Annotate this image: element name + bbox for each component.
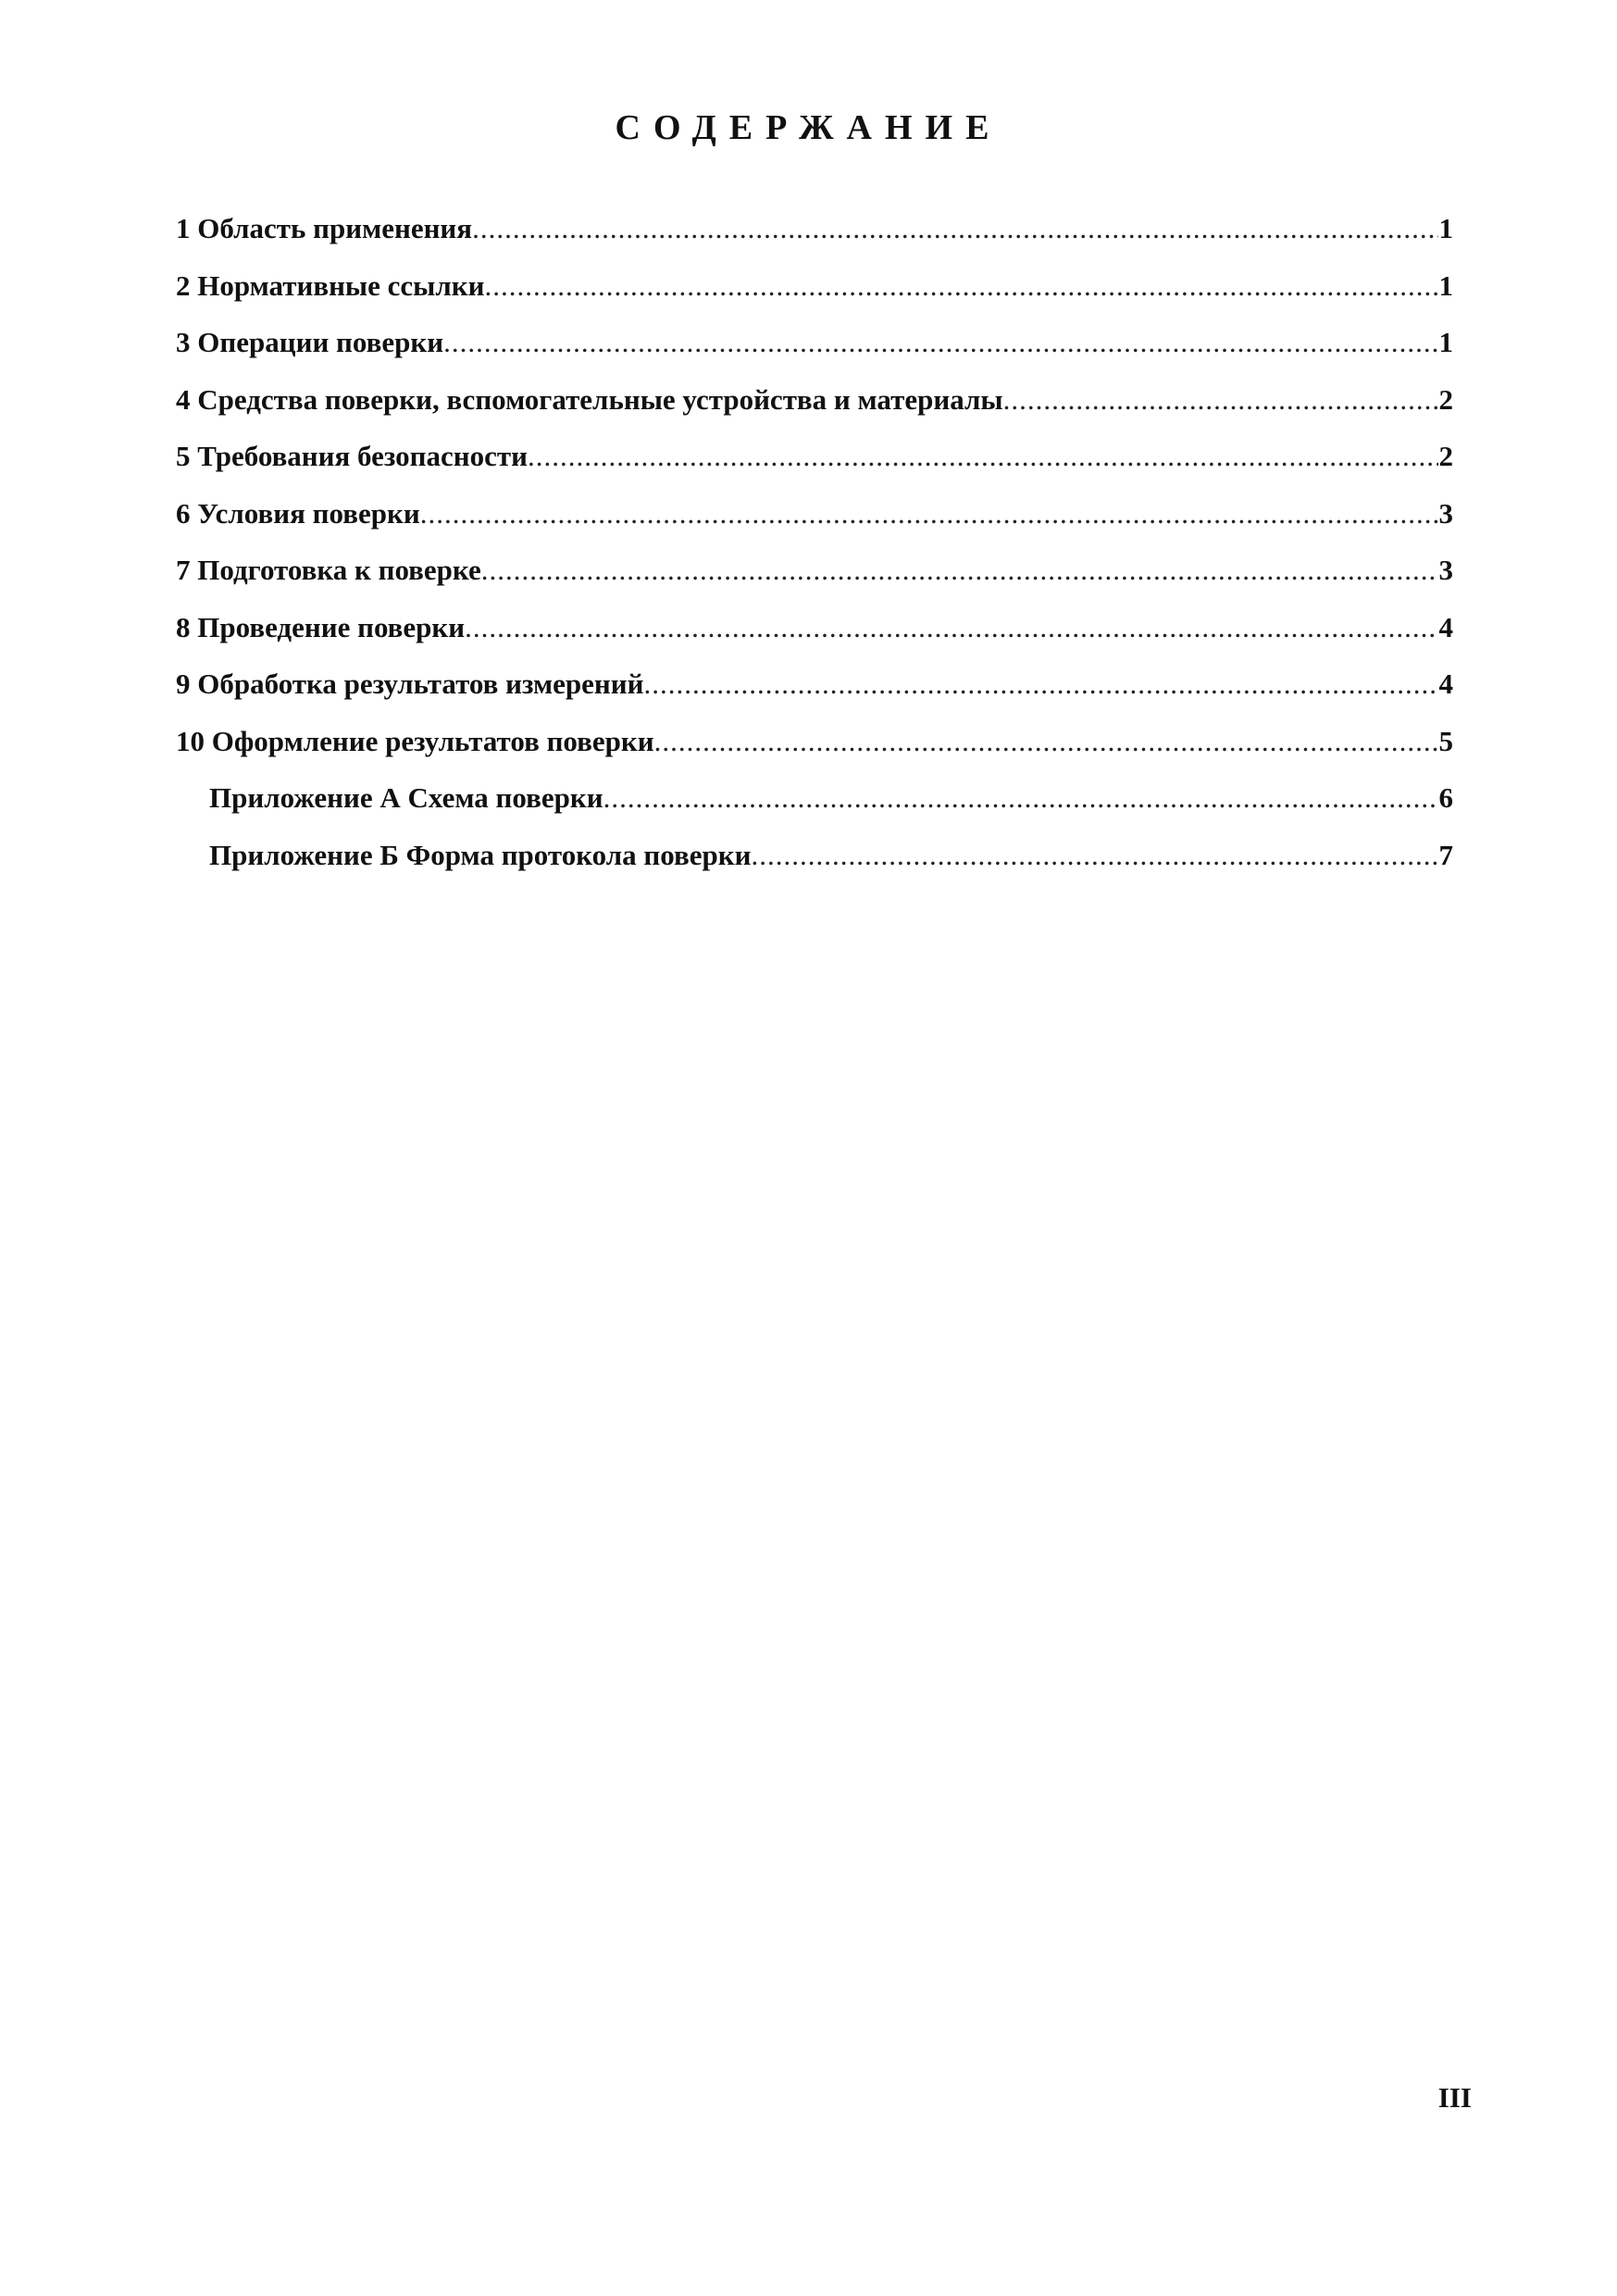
toc-entry-page: 1: [1438, 326, 1453, 358]
toc-entry-label: 2 Нормативные ссылки: [176, 268, 485, 302]
toc-entry-page: 5: [1438, 724, 1453, 757]
toc-entry-safety-requirements[interactable]: [176, 428, 1453, 485]
toc-dot-leader: [443, 314, 1438, 371]
page-number: III: [1437, 2081, 1472, 2114]
toc-entry-page: 4: [1438, 668, 1453, 700]
toc-entry-verification-means[interactable]: [176, 371, 1453, 429]
page-title: СОДЕРЖАНИЕ: [615, 108, 1002, 147]
toc-entry-scope[interactable]: [176, 200, 1453, 257]
toc-entry-page: 1: [1438, 268, 1453, 302]
toc-dot-leader: [420, 485, 1438, 543]
toc-dot-leader: [1003, 371, 1438, 429]
toc-dot-leader: [654, 713, 1438, 770]
toc-entry-page: 2: [1438, 440, 1453, 472]
toc-dot-leader: [484, 257, 1438, 315]
toc-entry-page: 6: [1438, 781, 1453, 814]
toc-entry-results-processing[interactable]: [176, 655, 1453, 713]
toc-entry-results-documentation[interactable]: [176, 713, 1453, 770]
toc-entry-label: 4 Средства поверки, вспомогательные устройства и материалы: [176, 382, 1003, 416]
toc-dot-leader: [643, 655, 1438, 713]
toc-entry-preparation[interactable]: [176, 542, 1453, 599]
toc-entry-page: 7: [1438, 838, 1453, 871]
toc-entry-label: 1 Область применения: [176, 212, 473, 244]
toc-dot-leader: [751, 827, 1438, 884]
toc-entry-page: 3: [1438, 554, 1453, 586]
toc-entry-label: 9 Обработка результатов измерений: [176, 668, 644, 700]
toc-entry-conducting-verification[interactable]: [176, 599, 1453, 656]
toc-dot-leader: [528, 428, 1438, 485]
toc-entry-label: Приложение Б Форма протокола поверки: [209, 838, 752, 871]
toc-entry-verification-operations[interactable]: [176, 314, 1453, 371]
toc-entry-page: 4: [1438, 610, 1453, 643]
toc-entry-page: 3: [1438, 496, 1453, 530]
toc-entry-label: 3 Операции поверки: [176, 326, 444, 358]
toc-dot-leader: [472, 200, 1438, 257]
toc-entry-page: 1: [1438, 212, 1453, 244]
toc-dot-leader: [603, 769, 1438, 827]
toc-entry-label: 10 Оформление результатов поверки: [176, 724, 654, 757]
toc-entry-page: 2: [1438, 382, 1453, 416]
toc-entry-label: Приложение А Схема поверки: [209, 781, 603, 814]
toc-entry-label: 7 Подготовка к поверке: [176, 554, 481, 586]
toc-dot-leader: [481, 542, 1438, 599]
toc-entry-verification-conditions[interactable]: [176, 485, 1453, 543]
table-of-contents: [176, 200, 1453, 883]
toc-entry-normative-references[interactable]: [176, 257, 1453, 315]
toc-entry-label: 5 Требования безопасности: [176, 440, 529, 472]
toc-entry-label: 6 Условия поверки: [176, 496, 420, 530]
toc-dot-leader: [465, 599, 1438, 656]
toc-entry-appendix-b[interactable]: [176, 827, 1453, 884]
toc-entry-label: 8 Проведение поверки: [176, 610, 466, 643]
toc-entry-appendix-a[interactable]: [176, 769, 1453, 827]
